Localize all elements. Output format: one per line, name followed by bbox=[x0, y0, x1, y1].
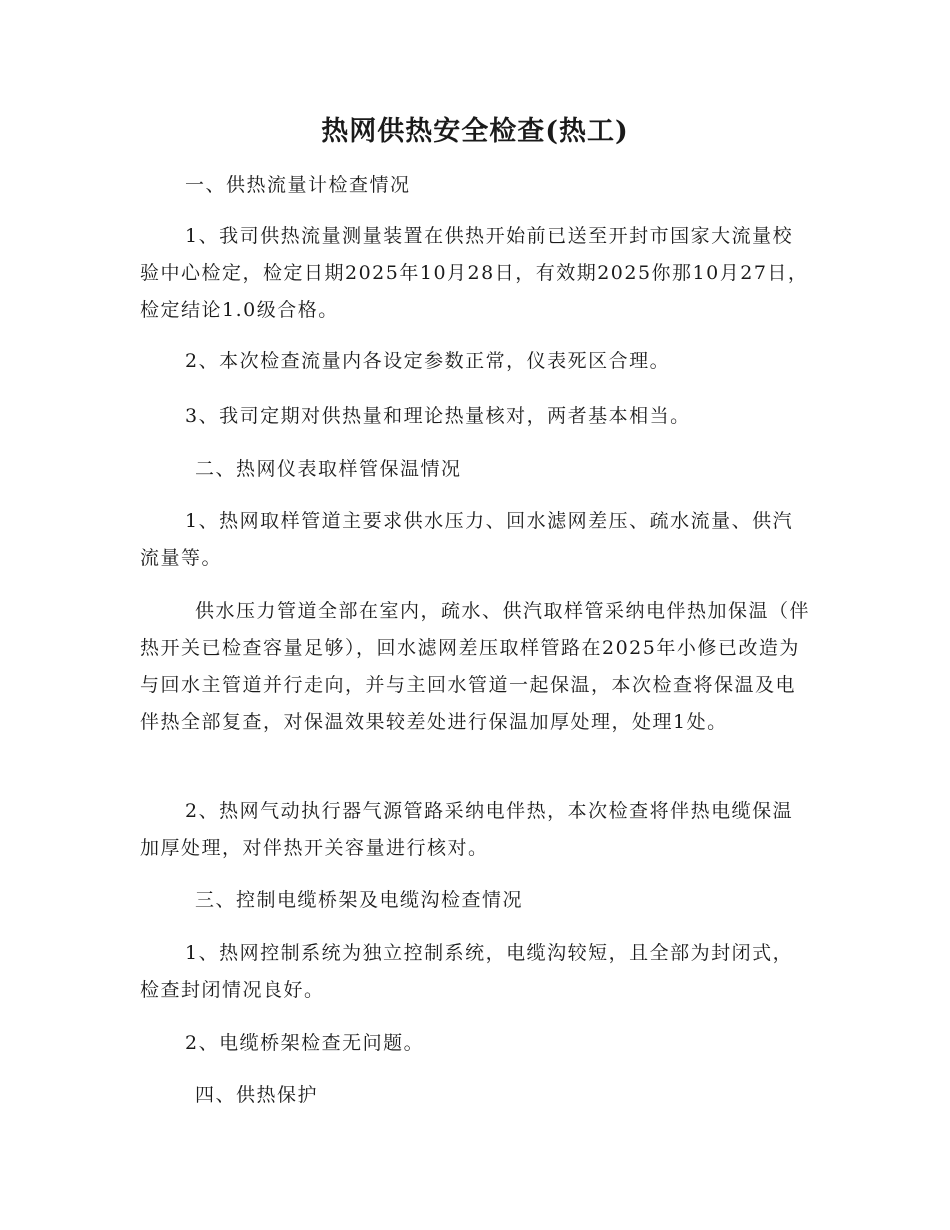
section-heading-4: 四、供热保护 bbox=[195, 1084, 319, 1106]
paragraph: 3、我司定期对供热量和理论热量核对，两者基本相当。 bbox=[185, 405, 691, 427]
section-heading-1: 一、供热流量计检查情况 bbox=[185, 174, 411, 196]
paragraph: 1、热网控制系统为独立控制系统，电缆沟较短，且全部为封闭式，检查封闭情况良好。 bbox=[140, 942, 794, 1001]
paragraph: 供水压力管道全部在室内，疏水、供汽取样管采纳电伴热加保温（伴热开关已检查容量足够），回水滤网差压取样管路在2025年小修已改造为与回水主管道并行走向，并与主回水管道一起保温，本次检查将保温及电伴热全部复查，对保温效果较差处进行保温加厚处理，处理1处。 bbox=[140, 600, 811, 733]
paragraph: 2、本次检查流量内各设定参数正常，仪表死区合理。 bbox=[185, 350, 671, 372]
section-heading-3: 三、控制电缆桥架及电缆沟检查情况 bbox=[195, 889, 524, 911]
document-title: 热网供热安全检查(热工) bbox=[321, 116, 629, 147]
paragraph: 1、热网取样管道主要求供水压力、回水滤网差压、疏水流量、供汽流量等。 bbox=[140, 510, 794, 569]
paragraph: 2、电缆桥架检查无问题。 bbox=[185, 1032, 425, 1054]
paragraph: 2、热网气动执行器气源管路采纳电伴热，本次检查将伴热电缆保温加厚处理，对伴热开关容量进行核对。 bbox=[140, 800, 794, 859]
paragraph: 1、我司供热流量测量装置在供热开始前已送至开封市国家大流量校验中心检定，检定日期2025年10月28日，有效期2025你那10月27日，检定结论1.0级合格。 bbox=[140, 225, 809, 321]
section-heading-2: 二、热网仪表取样管保温情况 bbox=[195, 458, 462, 480]
